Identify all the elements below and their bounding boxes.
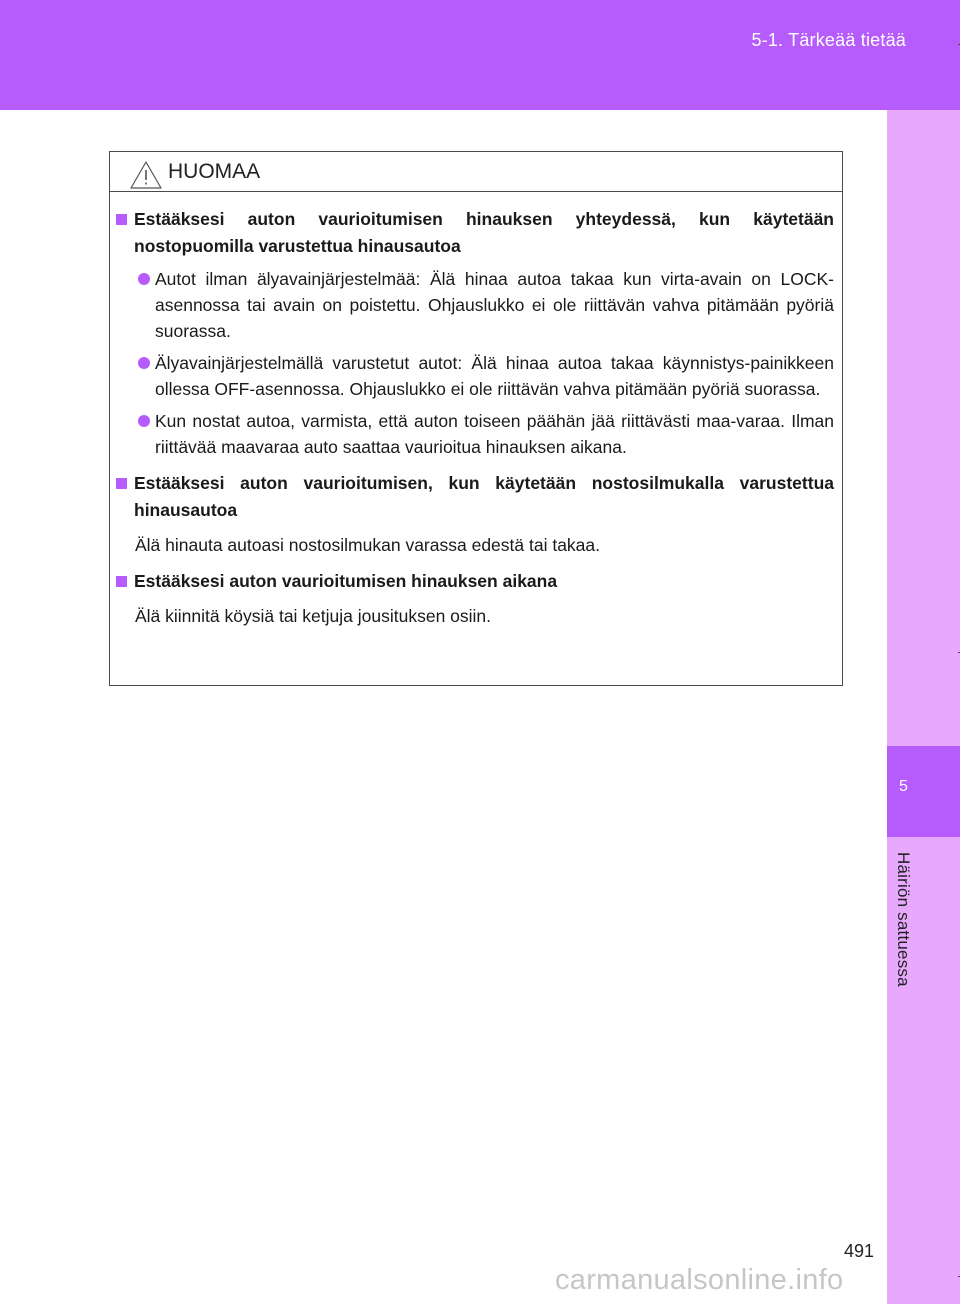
header-band (0, 0, 960, 110)
list-item (110, 266, 844, 344)
list-item (110, 408, 844, 460)
list-item-text: Kun nostat autoa, varmista, että auton toiseen päähän jää riittävästi maa-varaa. Ilman riittävää maavaraa auto saattaa vaurioitua hinauksen aikana. (155, 411, 834, 457)
round-bullet-icon (138, 273, 150, 285)
square-bullet-icon (116, 478, 127, 489)
side-tab (887, 110, 960, 1304)
square-bullet-icon (116, 214, 127, 225)
section-text: Älä hinauta autoasi nostosilmukan varassa edestä tai takaa. (135, 535, 601, 555)
section-heading-text: Estääksesi auton vaurioitumisen hinauksen yhteydessä, kun käytetään nostopuomilla varustettua hinausautoa (134, 209, 834, 256)
round-bullet-icon (138, 357, 150, 369)
list-item-text: Autot ilman älyavainjärjestelmää: Älä hinaa autoa takaa kun virta-avain on LOCK-asennossa tai avain on poistettu. Ohjauslukko ei ole riittävän vahva pitämään pyöriä suorassa. (155, 269, 834, 341)
section-title: 5-1. Tärkeää tietää (751, 30, 906, 50)
page-number: 491 (844, 1241, 875, 1261)
list-item (110, 350, 844, 402)
section-heading-text: Estääksesi auton vaurioitumisen, kun käytetään nostosilmukalla varustettua hinausautoa (134, 473, 834, 520)
list-item-text: Älyavainjärjestelmällä varustetut autot: Älä hinaa autoa takaa käynnistys-painikkeen ollessa OFF-asennossa. Ohjauslukko ei ole riittävän vahva pitämään pyöriä suorassa. (155, 353, 834, 399)
chapter-label: Häiriön sattuessa (894, 852, 913, 987)
notice-title: HUOMAA (168, 160, 261, 183)
section-heading (110, 206, 844, 260)
square-bullet-icon (116, 576, 127, 587)
chapter-number: 5 (899, 778, 908, 795)
section-heading (110, 568, 844, 595)
watermark: carmanualsonline.info (555, 1264, 844, 1296)
section-text: Älä kiinnitä köysiä tai ketjuja jousituksen osiin. (135, 606, 492, 626)
section-heading (110, 470, 844, 524)
section-heading-text: Estääksesi auton vaurioitumisen hinauksen aikana (134, 571, 558, 591)
warning-triangle-icon (129, 160, 163, 190)
notice-box (109, 151, 843, 686)
round-bullet-icon (138, 415, 150, 427)
notice-header (110, 152, 842, 192)
notice-body (110, 206, 844, 629)
